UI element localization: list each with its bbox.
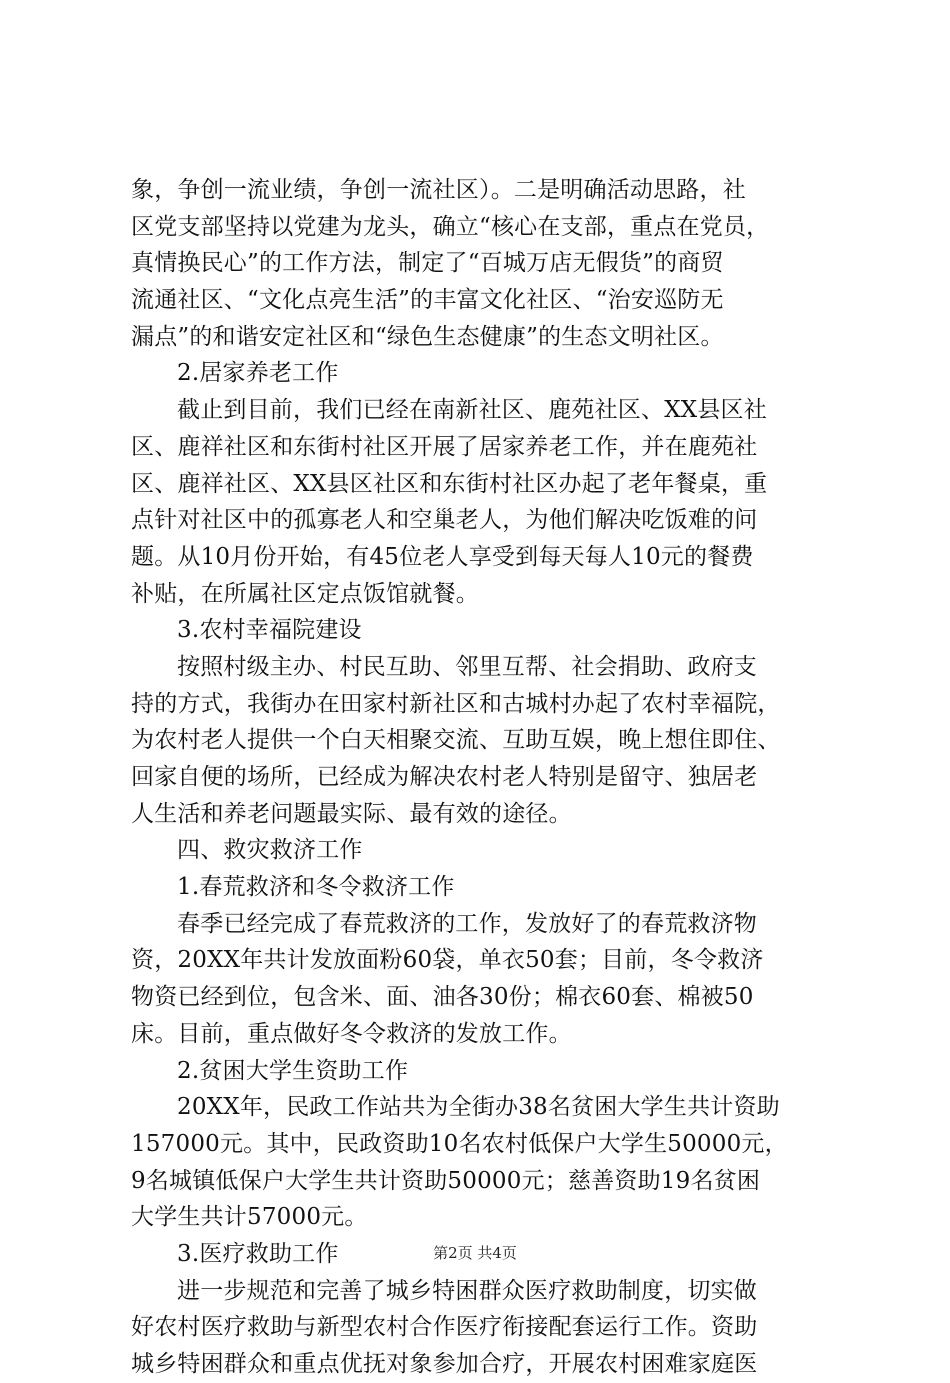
text-line: 2.贫困大学生资助工作 [177,1057,409,1084]
text-line: 物资已经到位，包含米、面、油各30份；棉衣60套、棉被50 [131,984,754,1011]
text-line: 补贴，在所属社区定点饭馆就餐。 [131,580,479,607]
text-line: 按照村级主办、村民互助、邻里互帮、社会捐助、政府支 [177,653,757,680]
document-body [131,172,831,1383]
text-line: 资，20XX年共计发放面粉60袋，单衣50套；目前，冬令救济 [131,947,764,974]
text-line: 157000元。其中，民政资助10名农村低保户大学生50000元， [131,1130,788,1157]
text-line: 区、鹿祥社区和东街村社区开展了居家养老工作，并在鹿苑社 [131,433,758,460]
text-line: 1.春荒救济和冬令救济工作 [177,874,455,901]
text-line: 漏点”的和谐安定社区和“绿色生态健康”的生态文明社区。 [131,323,724,350]
text-line: 床。目前，重点做好冬令救济的发放工作。 [131,1020,572,1047]
text-line: 为农村老人提供一个白天相聚交流、互助互娱，晚上想住即住、 [131,727,781,754]
text-line: 持的方式，我街办在田家村新社区和古城村办起了农村幸福院， [131,690,781,717]
text-line: 真情换民心”的工作方法，制定了“百城万店无假货”的商贸 [131,250,724,277]
text-line: 9名城镇低保户大学生共计资助50000元；慈善资助19名贫困 [131,1167,761,1194]
text-line: 大学生共计57000元。 [131,1204,368,1231]
text-line: 区党支部坚持以党建为龙头，确立“核心在支部，重点在党员， [131,213,770,240]
text-line: 象，争创一流业绩，争创一流社区）。二是明确活动思路，社 [131,177,746,203]
text-line: 春季已经完成了春荒救济的工作，发放好了的春荒救济物 [177,910,757,937]
text-line: 好农村医疗救助与新型农村合作医疗衔接配套运行工作。资助 [131,1314,758,1341]
text-line: 2.居家养老工作 [177,360,339,387]
text-line: 流通社区、“文化点亮生活”的丰富文化社区、“治安巡防无 [131,287,724,314]
text-line: 人生活和养老问题最实际、最有效的途径。 [131,800,572,827]
text-line: 20XX年，民政工作站共为全街办38名贫困大学生共计资助 [177,1094,780,1121]
text-line: 3.农村幸福院建设 [177,617,362,644]
text-line: 区、鹿祥社区、XX县区社区和东街村社区办起了老年餐桌，重 [131,470,768,497]
text-line: 进一步规范和完善了城乡特困群众医疗救助制度，切实做 [177,1277,757,1304]
text-line: 点针对社区中的孤寡老人和空巢老人，为他们解决吃饭难的问 [131,507,758,534]
text-line: 四、救灾救济工作 [177,837,363,864]
page-footer: 第2页 共4页 [433,1244,517,1262]
text-line: 截止到目前，我们已经在南新社区、鹿苑社区、XX县区社 [177,397,767,424]
text-line: 题。从10月份开始，有45位老人享受到每天每人10元的餐费 [131,543,754,570]
text-line: 城乡特困群众和重点优抚对象参加合疗，开展农村困难家庭医 [131,1351,758,1377]
text-line: 回家自便的场所，已经成为解决农村老人特别是留守、独居老 [131,764,758,790]
text-line: 3.医疗救助工作 [177,1240,339,1267]
